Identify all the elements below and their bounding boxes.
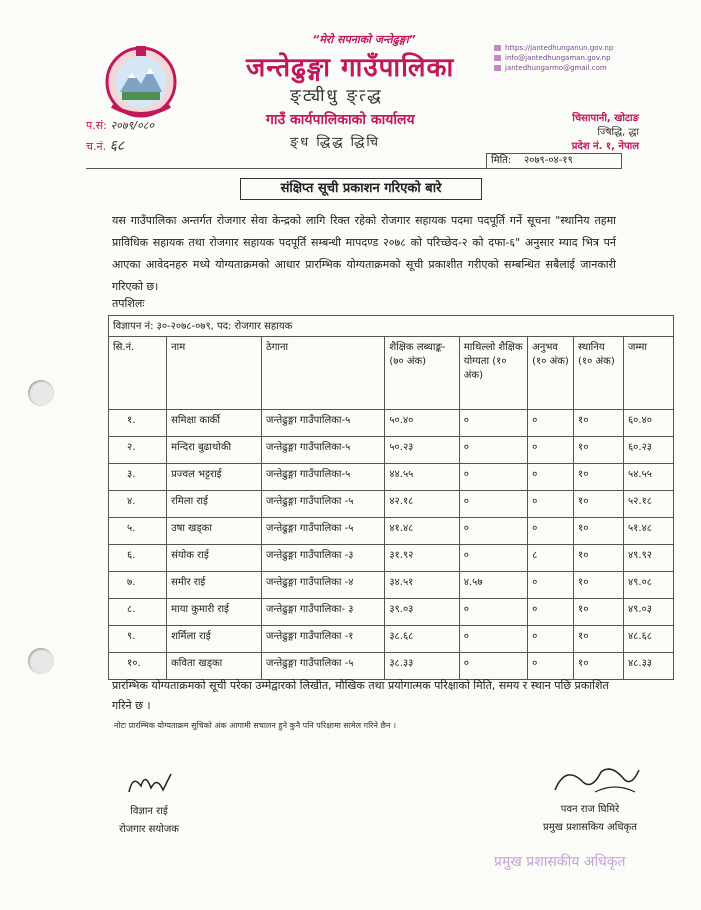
table-cell: ६. <box>109 545 167 572</box>
table-cell: जन्तेढुङ्गा गाउँपालिका-५ <box>261 437 384 464</box>
table-cell: ३९.०३ <box>385 599 459 626</box>
table-cell: ५०.४० <box>385 410 459 437</box>
date-box <box>486 153 622 169</box>
table-cell: ४२.१८ <box>385 491 459 518</box>
table-cell: प्रज्वल भट्टराई <box>167 464 262 491</box>
table-cell: जन्तेढुङ्गा गाउँपालिका -५ <box>261 518 384 545</box>
col-header: सि.नं. <box>109 337 167 410</box>
table-cell: ३८.६८ <box>385 626 459 653</box>
table-cell: ४८.३३ <box>623 653 673 680</box>
table-cell: १० <box>574 653 624 680</box>
table-cell: जन्तेढुङ्गा गाउँपालिका-५ <box>261 410 384 437</box>
table-cell: १० <box>574 518 624 545</box>
official-stamp: प्रमुख प्रशासकीय अधिकृत <box>494 854 626 870</box>
address-line-3: प्रदेश नं. १, नेपाल <box>571 141 639 152</box>
table-cell: ० <box>459 599 527 626</box>
table-cell: ६०.२३ <box>623 437 673 464</box>
table-cell: १०. <box>109 653 167 680</box>
table-cell: ५०.२३ <box>385 437 459 464</box>
table-cell: रमिला राई <box>167 491 262 518</box>
col-header: नाम <box>167 337 262 410</box>
results-table <box>108 315 674 680</box>
table-row <box>109 464 674 491</box>
table-cell: ४४.५५ <box>385 464 459 491</box>
table-cell: १० <box>574 464 624 491</box>
table-cell: जन्तेढुङ्गा गाउँपालिका -३ <box>261 545 384 572</box>
table-cell: ४९.०८ <box>623 572 673 599</box>
signature-scribble-left-icon <box>119 768 179 800</box>
table-cell: जन्तेढुङ्गा गाउँपालिका-५ <box>261 464 384 491</box>
contact-website: https://jantedhunganun.gov.np <box>494 44 613 52</box>
table-cell: ५२.१८ <box>623 491 673 518</box>
col-header: माथिल्लो शैक्षिक योग्यता (१० अंक) <box>459 337 527 410</box>
signature-left-title: रोजगार सयोजक <box>119 824 179 835</box>
table-cell: ४९.०३ <box>623 599 673 626</box>
table-cell: जन्तेढुङ्गा गाउँपालिका -४ <box>261 572 384 599</box>
table-header-row <box>109 337 674 410</box>
table-cell: समिक्षा कार्की <box>167 410 262 437</box>
contact-gmail: jantedhungarmo@gmail.com <box>494 64 607 72</box>
punch-hole-bottom <box>28 648 54 674</box>
ref-cn-value: ६८ <box>109 138 125 154</box>
col-header: स्थानिय (१० अंक) <box>574 337 624 410</box>
table-cell: ० <box>459 464 527 491</box>
ref-ps: प.सं: २०७९/०८० <box>86 119 155 132</box>
ref-ps-value: २०७९/०८० <box>110 119 155 132</box>
table-cell: ५१.४८ <box>623 518 673 545</box>
signature-right-title: प्रमुख प्रशासकिय अधिकृत <box>543 822 637 833</box>
footer-text: प्रारम्भिक योग्यताक्रमको सूची परेका उम्मेद्वारको लिखीत, मौखिक तथा प्रयोगात्मक परिक्षाको मिति, समय र स्थान पछि प्रकाशित गरिने छ । <box>112 679 609 712</box>
table-row <box>109 545 674 572</box>
table-cell: ० <box>459 653 527 680</box>
table-cell: ३. <box>109 464 167 491</box>
date-label: मिति: <box>491 155 512 166</box>
table-cell: १० <box>574 626 624 653</box>
table-cell: ८ <box>528 545 574 572</box>
globe-icon <box>494 45 501 51</box>
table-cell: ४९.९२ <box>623 545 673 572</box>
table-row <box>109 437 674 464</box>
table-cell: ४. <box>109 491 167 518</box>
table-cell: ० <box>528 653 574 680</box>
table-cell: मन्दिरा बुढाथोकी <box>167 437 262 464</box>
table-cell: ० <box>528 410 574 437</box>
table-cell: शर्मिला राई <box>167 626 262 653</box>
table-cell: ० <box>459 626 527 653</box>
table-cell: समीर राई <box>167 572 262 599</box>
table-cell: ० <box>459 518 527 545</box>
table-cell: जन्तेढुङ्गा गाउँपालिका- ३ <box>261 599 384 626</box>
table-cell: ० <box>528 572 574 599</box>
table-body <box>109 410 674 680</box>
table-cell: ३४.५१ <box>385 572 459 599</box>
col-header: अनुभव (१० अंक) <box>528 337 574 410</box>
table-cell: जन्तेढुङ्गा गाउँपालिका -१ <box>261 626 384 653</box>
office-name-script: ङ्ध द्धिद्ध द्धिचि <box>290 135 381 150</box>
table-cell: ० <box>459 491 527 518</box>
table-cell: जन्तेढुङ्गा गाउँपालिका -५ <box>261 491 384 518</box>
table-cell: १. <box>109 410 167 437</box>
table-cell: जन्तेढुङ्गा गाउँपालिका -५ <box>261 653 384 680</box>
table-cell: ० <box>459 437 527 464</box>
table-cell: ० <box>528 518 574 545</box>
table-caption-row <box>109 316 674 337</box>
col-header: जम्मा <box>623 337 673 410</box>
org-name-script: ङ्ट्यीधु ङ्त्द्ध <box>290 86 383 106</box>
table-row <box>109 518 674 545</box>
address-line-1: चिसापानी, खोटाङ <box>572 113 639 124</box>
table-cell: १० <box>574 491 624 518</box>
table-cell: ० <box>528 491 574 518</box>
table-row <box>109 572 674 599</box>
table-cell: २. <box>109 437 167 464</box>
table-cell: ९. <box>109 626 167 653</box>
table-cell: १० <box>574 545 624 572</box>
table-cell: १० <box>574 572 624 599</box>
table-cell: ४१.४८ <box>385 518 459 545</box>
col-header: शैक्षिक लब्धाङ्क-(७० अंक) <box>385 337 459 410</box>
col-header: ठेगाना <box>261 337 384 410</box>
punch-hole-top <box>28 380 54 406</box>
signature-right-name: पवन राज घिमिरे <box>560 804 620 815</box>
table-cell: कविता खड्का <box>167 653 262 680</box>
table-cell: ७. <box>109 572 167 599</box>
table-cell: माया कुमारी राई <box>167 599 262 626</box>
table-cell: संयोक राई <box>167 545 262 572</box>
table-cell: ५. <box>109 518 167 545</box>
envelope-icon <box>494 55 501 61</box>
ref-cn: च.नं. ६८ <box>86 138 125 154</box>
table-cell: ८. <box>109 599 167 626</box>
table-row <box>109 491 674 518</box>
table-cell: ३८.३३ <box>385 653 459 680</box>
table-row <box>109 599 674 626</box>
note-text: नोटः प्रारम्भिक योग्यताक्रम सुचिको अंक आगामी सचालन हुने कुनै पनि परिक्षामा सामेल गरिने छैन । <box>114 721 397 730</box>
table-cell: ४.५७ <box>459 572 527 599</box>
details-label: तपशिलः <box>112 297 145 310</box>
table-cell: १० <box>574 599 624 626</box>
table-cell: १० <box>574 437 624 464</box>
table-caption: विज्ञापन नं: ३०-२०७८-०७९, पद: रोजगार सहायक <box>109 316 674 337</box>
table-cell: ६०.४० <box>623 410 673 437</box>
office-name: गाउँ कार्यपालिकाको कार्यालय <box>266 112 415 128</box>
notice-body: यस गाउँपालिका अन्तर्गत रोजगार सेवा केन्द्रको लागि रिक्त रहेको रोजगार सहायक पदमा पदपूर्ति गर्ने सूचना "स्थानिय तहमा प्राविधिक सहायक तथा रोजगार सहायक पदपूर्ति सम्बन्धी मापदण्ड २०७८ को परिच्छेद-२ को दफा-६" अनुसार म्याद भित्र पर्न आएका आवेदनहरु मध्ये योग्यताक्रमको आधार प्रारम्भिक योग्यताक्रमको सूची प्रकाशीत गरीएको सम्बन्धित सबैलाई जानकारी गरिएको छ। <box>112 214 616 293</box>
table-row <box>109 410 674 437</box>
mail-icon <box>494 65 501 71</box>
signature-left-name: विज्ञान राई <box>130 806 168 817</box>
signature-right <box>525 762 655 833</box>
signature-left <box>104 768 194 835</box>
table-cell: ० <box>528 626 574 653</box>
table-cell: उषा खड्का <box>167 518 262 545</box>
nepal-emblem-icon <box>98 42 184 122</box>
table-cell: ० <box>528 464 574 491</box>
table-row <box>109 626 674 653</box>
slogan: “मेरो सपनाको जन्तेढुङ्गा” <box>312 33 416 46</box>
date-value: २०७९-०४-१९ <box>523 155 573 166</box>
contact-email: info@jantedhungaman.gov.np <box>494 54 611 62</box>
table-cell: ० <box>459 545 527 572</box>
subject-title: संक्षिप्त सूची प्रकाशन गरिएको बारे <box>240 178 482 200</box>
table-cell: ५४.५५ <box>623 464 673 491</box>
header-divider <box>86 168 616 169</box>
table-cell: ० <box>459 410 527 437</box>
signature-scribble-right-icon <box>535 762 645 798</box>
address-line-2: ज्षिद्धि, द्धा <box>597 127 639 138</box>
table-cell: १० <box>574 410 624 437</box>
table-cell: ३१.९२ <box>385 545 459 572</box>
table-cell: ४८.६८ <box>623 626 673 653</box>
table-cell: ० <box>528 599 574 626</box>
org-name: जन्तेढुङ्गा गाउँपालिका <box>246 53 455 83</box>
table-cell: ० <box>528 437 574 464</box>
